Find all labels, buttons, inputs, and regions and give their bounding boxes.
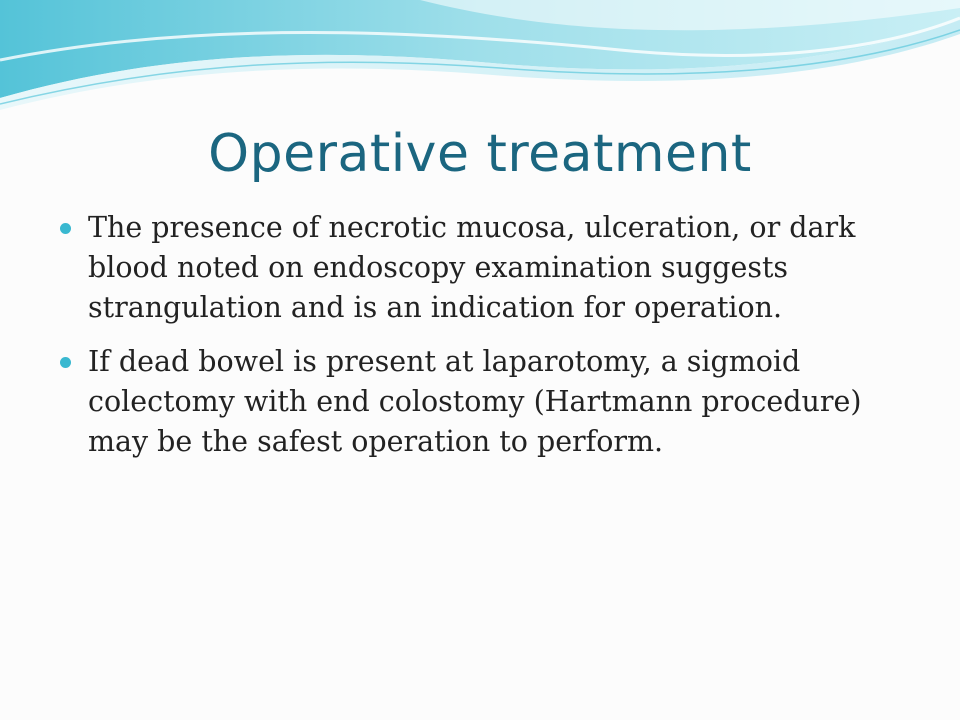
slide-title: Operative treatment bbox=[208, 124, 752, 184]
bullet-icon bbox=[60, 357, 71, 368]
list-item bbox=[60, 208, 900, 328]
bullet-icon bbox=[60, 223, 71, 234]
bullet-text: The presence of necrotic mucosa, ulceration, or dark blood noted on endoscopy examination suggests strangulation and is an indication for operation. bbox=[88, 211, 856, 324]
bullet-list bbox=[60, 208, 900, 476]
header-wave-decoration bbox=[0, 0, 960, 130]
bullet-text: If dead bowel is present at laparotomy, a sigmoid colectomy with end colostomy (Hartmann procedure) may be the safest operation to perform. bbox=[88, 345, 862, 458]
list-item bbox=[60, 342, 900, 462]
